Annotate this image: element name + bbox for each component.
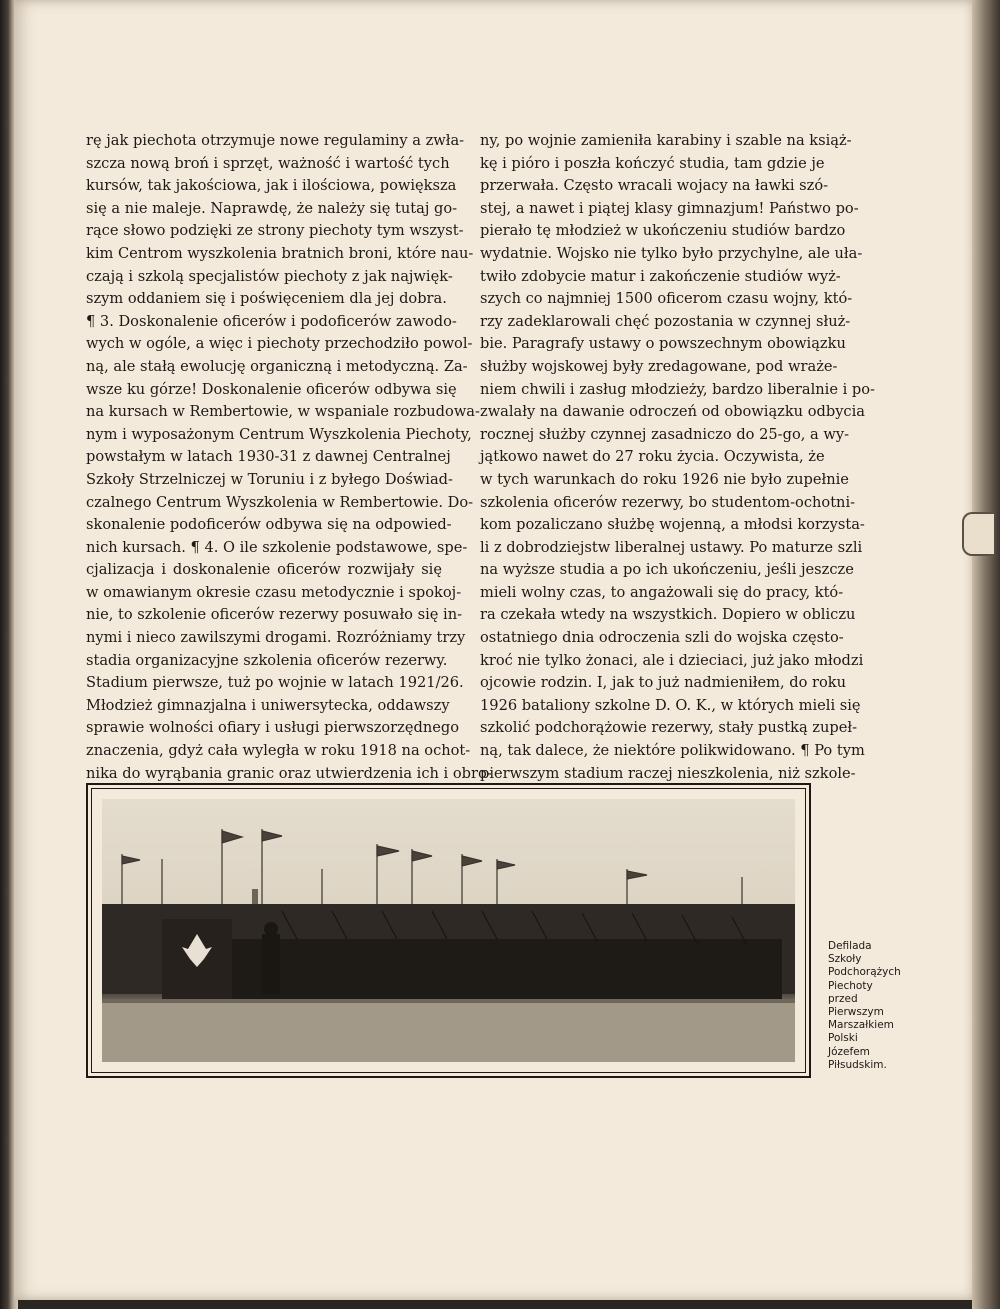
text-line: znaczenia, gdyż cała wyległa w roku 1918 na ochot- <box>86 742 471 760</box>
text-line: na wyższe studia a po ich ukończeniu, jeśli jeszcze <box>480 561 854 579</box>
text-line: ostatniego dnia odroczenia szli do wojska często- <box>480 629 844 647</box>
text-line: pierało tę młodzież w ukończeniu studiów bardzo <box>480 222 846 240</box>
photo-frame <box>86 783 811 1078</box>
caption-line: Józefem <box>828 1045 870 1058</box>
text-line: powstałym w latach 1930-31 z dawnej Centralnej <box>86 448 451 466</box>
caption-line: Szkoły <box>828 953 862 966</box>
page-stack-edge <box>972 0 1000 1309</box>
text-line: rzy zadeklarowali chęć pozostania w czynnej służ- <box>480 312 851 330</box>
parade-illustration <box>102 799 795 1062</box>
text-line: nym i wyposażonym Centrum Wyszkolenia Piechoty, <box>86 425 472 443</box>
text-line: szym oddaniem się i poświęceniem dla jej dobra. <box>86 290 447 308</box>
text-line: ra czekała wtedy na wszystkich. Dopiero w obliczu <box>480 606 856 624</box>
text-line: wych w ogóle, a więc i piechoty przechodziło powol- <box>86 335 473 353</box>
caption-line: Podchorążych <box>828 966 901 979</box>
text-line: pierwszym stadium raczej nieszkolenia, niż szkole- <box>480 764 856 782</box>
text-column-left <box>86 130 492 785</box>
text-line: czają i szkolą specjalistów piechoty z jak najwięk- <box>86 267 453 285</box>
text-line: nymi i nieco zawilszymi drogami. Rozróżniamy trzy <box>86 629 466 647</box>
text-line: szych co najmniej 1500 oficerom czasu wojny, któ- <box>480 290 853 308</box>
text-line: 1926 bataliony szkolne D. O. K., w których mieli się <box>480 696 861 714</box>
text-line: służby wojskowej były zredagowane, pod wraże- <box>480 357 838 375</box>
text-line: szkolić podchorążowie rezerwy, stały pustką zupeł- <box>480 719 858 737</box>
text-line: bie. Paragrafy ustawy o powszechnym obowiązku <box>480 335 846 353</box>
text-line: kursów, tak jakościowa, jak i ilościowa, powiększa <box>86 177 457 195</box>
caption-line: Defilada <box>828 940 872 952</box>
text-line: wsze ku górze! Doskonalenie oficerów odbywa się <box>86 380 457 398</box>
caption-line: Marszałkiem <box>828 1019 894 1032</box>
text-line: Stadium pierwsze, tuż po wojnie w latach 1921/26. <box>86 674 464 692</box>
text-line: się a nie maleje. Naprawdę, że należy się tutaj go- <box>86 199 458 217</box>
text-line: li z dobrodziejstw liberalnej ustawy. Po maturze szli <box>480 538 863 556</box>
text-line: rące słowo podzięki ze strony piechoty tym wszyst- <box>86 222 464 240</box>
text-line: ną, tak dalece, że niektóre polikwidowano. ¶ Po tym <box>480 742 865 760</box>
text-line: ¶ 3. Doskonalenie oficerów i podoficerów zawodo- <box>86 312 457 330</box>
text-line: stadia organizacyjne szkolenia oficerów rezerwy. <box>86 651 448 669</box>
parade-photograph <box>102 799 795 1062</box>
text-line: ny, po wojnie zamieniła karabiny i szable na książ- <box>480 132 852 149</box>
text-line: w omawianym okresie czasu metodycznie i spokoj- <box>86 583 462 601</box>
text-line: Młodzież gimnazjalna i uniwersytecka, oddawszy <box>86 696 450 714</box>
text-line: na kursach w Rembertowie, w wspaniale rozbudowa- <box>86 403 480 421</box>
text-line: jątkowo nawet do 27 roku życia. Oczywista, że <box>480 448 825 466</box>
caption-line: Piłsudskim. <box>828 1058 887 1071</box>
text-line: przerwała. Często wracali wojacy na ławki szó- <box>480 177 829 195</box>
text-line: nich kursach. ¶ 4. O ile szkolenie podstawowe, spe- <box>86 538 468 556</box>
text-line: szcza nową broń i sprzęt, ważność i wartość tych <box>86 154 450 172</box>
photo-border <box>91 788 806 1073</box>
text-line: szkolenia oficerów rezerwy, bo studentom-ochotni- <box>480 493 856 511</box>
text-line: nika do wyrąbania granic oraz utwierdzenia ich i obro- <box>86 764 492 782</box>
photo-caption <box>828 940 901 1072</box>
text-line: stej, a nawet i piątej klasy gimnazjum! Państwo po- <box>480 199 859 217</box>
caption-line: Piechoty <box>828 979 873 992</box>
text-column-right <box>480 130 875 785</box>
text-line: niem chwili i zasług młodzieży, bardzo liberalnie i po- <box>480 380 875 398</box>
text-line: skonalenie podoficerów odbywa się na odpowied- <box>86 516 452 534</box>
text-line: Szkoły Strzelniczej w Toruniu i z byłego Doświad- <box>86 470 453 488</box>
text-line: nie, to szkolenie oficerów rezerwy posuwało się in- <box>86 606 463 624</box>
text-line: zwalały na dawanie odroczeń od obowiązku odbycia <box>480 403 865 421</box>
text-line: rę jak piechota otrzymuje nowe regulaminy a zwła- <box>86 132 465 149</box>
text-line: w tych warunkach do roku 1926 nie było zupełnie <box>480 470 849 488</box>
text-line: rocznej służby czynnej zasadniczo do 25-go, a wy- <box>480 425 850 443</box>
page-tab-marker <box>962 512 994 556</box>
text-line: cjalizacja i doskonalenie oficerów rozwijały się <box>86 561 442 579</box>
text-line: sprawie wolności ofiary i usługi pierwszorzędnego <box>86 719 459 737</box>
text-line: czalnego Centrum Wyszkolenia w Rembertowie. Do- <box>86 493 474 511</box>
caption-line: Polski <box>828 1032 858 1045</box>
text-line: kroć nie tylko żonaci, ale i dzieciaci, już jako młodzi <box>480 651 864 669</box>
text-line: kom pozaliczano służbę wojenną, a młodsi korzysta- <box>480 516 865 534</box>
caption-line: Pierwszym <box>828 1006 884 1019</box>
text-line: kę i pióro i poszła kończyć studia, tam gdzie je <box>480 154 825 172</box>
caption-line: przed <box>828 992 858 1005</box>
text-line: ojcowie rodzin. I, jak to już nadmieniłem, do roku <box>480 674 847 692</box>
text-line: kim Centrom wyszkolenia bratnich broni, które nau- <box>86 244 474 262</box>
text-line: twiło zdobycie matur i zakończenie studiów wyż- <box>480 267 841 285</box>
text-line: mieli wolny czas, to angażowali się do pracy, któ- <box>480 583 844 601</box>
text-line: ną, ale stałą ewolucję organiczną i metodyczną. Za- <box>86 357 468 375</box>
text-line: wydatnie. Wojsko nie tylko było przychylne, ale uła- <box>480 244 863 262</box>
